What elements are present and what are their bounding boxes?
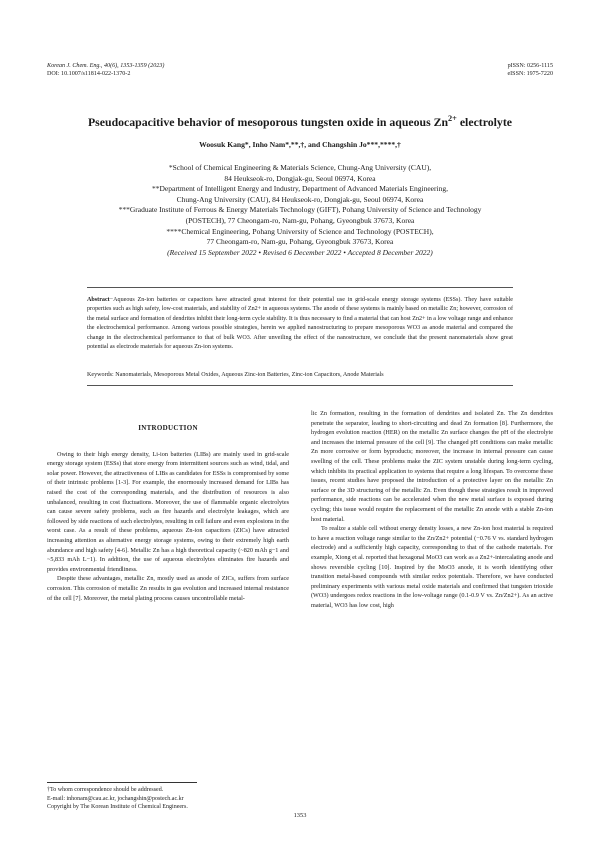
keywords <box>87 372 517 378</box>
affiliation-line: Chung-Ang University (CAU), 84 Heukseok-ro, Dongjak-gu, Seoul 06974, Korea <box>176 194 424 204</box>
right-column <box>311 409 553 610</box>
affiliation-line: ***Graduate Institute of Ferrous & Energy Materials Technology (GIFT), Pohang University of Science and Technology <box>118 205 482 215</box>
body-paragraph: To realize a stable cell without energy density losses, a new Zn-ion host material is required to have a reaction voltage range similar to the Zn/Zn2+ potential (−0.76 V vs. standard hydrogen electrode) and a sufficiently high capacity, corresponding to that of the cathode materials. For example, Xiong et al. reported that hexagonal MoO3 can work as a Zn2+-intercalating anode and shows reversible cycling [10]. Inspired by the MoO3 anode, it is worth identifying other transition metal-based compounds with similar redox potentials. Therefore, we have conducted preliminary experiments with various metal oxide materials and confirmed that tungsten trioxide (WO3) undergoes redox reactions in the low-voltage range (0.1-0.9 V vs. Zn/Zn2+). As an active material, WO3 has low cost, high <box>311 525 553 609</box>
body-paragraph: lic Zn formation, resulting in the formation of dendrites and isolated Zn. The Zn dendrites penetrate the separator, leading to short-circuiting and dead Zn formation [8]. Furthermore, the hydrogen evolution reaction (HER) on the metallic Zn surface changes the pH of the electrolyte and increases the internal pressure of the cell [9]. The changed pH conditions can make metallic Zn more corrosive or form byproducts; moreover, the increase in internal pressure can cause swelling of the cell. These problems make the ZIC system unstable during long-term cycling, which inhibits its practical application to systems that require a long lifespan. To overcome these issues, recent studies have proposed the introduction of a protective layer on the metallic Zn surface or the 3D structuring of the metallic Zn. Even though these strategies result in improved performance, side reactions can be accelerated when the new metal surface is exposed during cycling; this issue would require the replacement of the metallic Zn anode with a stable Zn-ion host material. <box>311 410 553 523</box>
title-main: Pseudocapacitive behavior of mesoporous tungsten oxide in aqueous Zn <box>87 115 449 129</box>
journal-header-left <box>47 62 164 78</box>
left-column <box>47 424 289 603</box>
paper-title <box>0 115 600 130</box>
email-line: E-mail: inhonam@cau.ac.kr, jochangshin@postech.ac.kr <box>47 795 184 802</box>
abstract <box>87 296 513 352</box>
affiliation-line: **Department of Intelligent Energy and Industry, Department of Advanced Materials Engineering, <box>152 184 448 194</box>
copyright-line: Copyright by The Korean Institute of Chemical Engineers. <box>47 804 188 811</box>
keywords-text: Nanomaterials, Mesoporous Metal Oxides, Aqueous Zinc-ion Batteries, Zinc-ion Capacitors, Anode Materials <box>115 372 384 378</box>
abstract-bottom-rule <box>87 385 513 386</box>
eissn: eISSN: 1975-7220 <box>507 71 553 78</box>
doi: DOI: 10.1007/s11814-022-1370-2 <box>47 71 131 78</box>
abstract-top-rule <box>87 287 513 288</box>
page-number: 1353 <box>293 812 307 819</box>
keywords-label: Keywords: <box>87 372 116 378</box>
intro-heading: INTRODUCTION <box>138 424 198 432</box>
body-paragraph: Despite these advantages, metallic Zn, mostly used as anode of ZICs, suffers from surface corrosion. This corrosion of metallic Zn results in gas evolution and increased internal resistance of the cell [7]. Moreover, the metal plating process causes uncontrollable metal- <box>47 575 289 602</box>
author-list: Woosuk Kang*, Inho Nam*,**,†, and Changshin Jo***,****,† <box>199 140 401 149</box>
affiliation-line: *School of Chemical Engineering & Materials Science, Chung-Ang University (CAU), <box>168 163 432 172</box>
affiliations <box>0 163 600 258</box>
title-sup: 2+ <box>448 114 457 124</box>
footnote <box>47 786 297 812</box>
body-paragraph: Owing to their high energy density, Li-ion batteries (LIBs) are mainly used in grid-scale energy storage system (ESSs) that store energy from intermittent sources such as wind, tidal, and solar power. However, the attractiveness of LIBs as candidates for ESSs is compromised by some of their intrinsic problems [1-3]. For example, the enormously increased demand for LIBs has raised the cost of the corresponding materials, and the distribution of resources is also unbalanced, resulting in cost fluctuations. Moreover, the use of flammable organic electrolytes can cause severe safety problems, such as fire hazards and electrolyte leakages, which are followed by side reactions of such electrolytes, resulting in cell failure and even explosions in the worst case. As a result of these problems, aqueous Zn-ion capacitors (ZICs) have attracted increasing attention as alternative energy storage systems, owing to their extremely high earth abundance and high safety [4-6]. Metallic Zn has a high theoretical capacity (~820 mAh g−1 and ~5,833 mAh L−1). In addition, the use of aqueous electrolytes eliminates fire hazards and provides environmental friendliness. <box>47 450 289 573</box>
journal-header-right <box>507 62 553 78</box>
correspondence-note: †To whom correspondence should be addressed. <box>47 787 164 793</box>
abstract-label: Abstract <box>87 297 110 303</box>
affiliation-line: ****Chemical Engineering, Pohang University of Science and Technology (POSTECH), <box>166 226 434 236</box>
received-dates: (Received 15 September 2022 • Revised 6 December 2022 • Accepted 8 December 2022) <box>167 247 433 257</box>
affiliation-line: 84 Heukseok-ro, Dongjak-gu, Seoul 06974, Korea <box>224 173 376 183</box>
affiliation-line: (POSTECH), 77 Cheongam-ro, Nam-gu, Pohang, Gyeongbuk 37673, Korea <box>185 215 415 225</box>
affiliation-line: 77 Cheongam-ro, Nam-gu, Pohang, Gyeongbuk 37673, Korea <box>206 237 394 247</box>
journal-citation: Korean J. Chem. Eng., 40(6), 1353-1359 (2023) <box>47 63 165 69</box>
abstract-text: −Aqueous Zn-ion batteries or capacitors have attracted great interest for their potential use in grid-scale energy storage systems (ESSs). They have suitable properties such as high safety, low-cost materials, and stability of Zn2+ in aqueous systems. The anode of these systems is mainly based on metallic Zn; however, corrosion of the metal surface and formation of dendrites inhibit their long-term cycle stability. It is thus necessary to find a material that can host Zn2+ in a low voltage range and enhance the electrochemical performance. Among various possible strategies, herein we applied nanostructuring to prepare mesoporous WO3 as anode material and compared the change in the electrochemical performance to that of bulk WO3. After unveiling the effect of the nanostructure, we conclude that the present nanomaterials show great potential as electrode materials for aqueous Zn-ion systems. <box>87 297 513 351</box>
title-tail: electrolyte <box>456 115 513 129</box>
pissn: pISSN: 0256-1115 <box>507 63 553 69</box>
footnote-rule <box>47 782 197 783</box>
